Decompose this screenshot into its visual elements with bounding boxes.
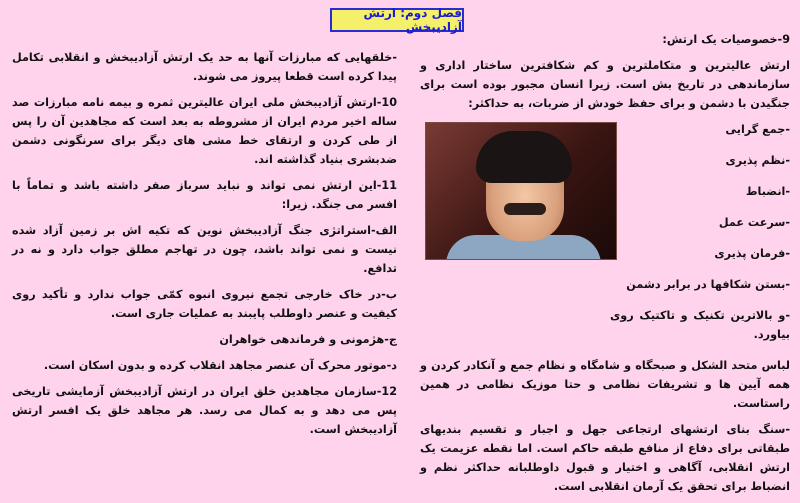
paragraph-dal: د-موتور محرک آن عنصر مجاهد انقلاب کرده و بدون اسکان است. [43, 359, 397, 372]
traits-list [610, 120, 790, 344]
armies-paragraph: -سنگ بنای ارتشهای ارتجاعی جهل و اجبار و تقسیم بندیهای طبقاتی برای دفاع از منافع طبقه حاکم است. اما نقطه عزیمت یک ارتش انقلابی، آگاهی و اختیار و قبول داوطلبانه حداکثر نظم و انضباط برای تحقق یک آرمان انقلابی است. [420, 423, 790, 493]
chapter-title-box [330, 8, 464, 32]
photo-hair [476, 131, 572, 183]
list-item: -انضباط [745, 185, 790, 198]
list-item: -جمع گرایی [725, 123, 790, 136]
right-column [420, 30, 790, 503]
intro-paragraph: ارتش عالیترین و متکاملترین و کم شکافترین ساختار اداری و سازماندهی در تاریخ بش است. زیرا انسان مجبور بوده است برای جنگیدن با دشمن و برای حفظ خودش از ضربات، به حداکثر: [420, 59, 790, 110]
chapter-title: فصل دوم: ارتش آزادیبخش [363, 6, 462, 34]
photo-moustache [504, 203, 546, 215]
paragraph-jim: ج-هژمونی و فرماندهی خواهران [219, 333, 397, 346]
list-item: -بستن شکافها در برابر دشمن [626, 278, 790, 291]
uniform-paragraph: لباس متحد الشکل و صبحگاه و شامگاه و نظام جمع و آنکادر کردن و همه آیین ها و تشریفات نظامی و حتا موزیک نظامی در همین راستاست. [420, 359, 790, 410]
list-item: -فرمان پذیری [714, 247, 790, 260]
portrait-photo [425, 122, 617, 260]
list-item: -سرعت عمل [718, 216, 790, 229]
paragraph-alef: الف-استراتژی جنگ آزادیبخش نوین که تکیه اش بر زمین آزاد شده نیست و نمی تواند باشد، چون در تهاجم مطلق جواب دارد و نه در تدافع. [12, 224, 397, 275]
paragraph-11: 11-این ارتش نمی تواند و نباید سرباز صفر داشته باشد و تماماً با افسر می جنگد. زیرا: [12, 179, 397, 211]
list-item: -نظم پذیری [725, 154, 790, 167]
list-item: -و بالاترین تکنیک و تاکتیک روی بیاورد. [610, 309, 790, 341]
paragraph-12: 12-سازمان مجاهدین خلق ایران در ارتش آزادیبخش آزمایشی تاریخی پس می دهد و به کمال می رسد. هر مجاهد خلق یک افسر ارتش آزادیبخش است. [12, 385, 397, 436]
left-column [12, 48, 397, 446]
paragraph-be: ب-در خاک خارجی تجمع نیروی انبوه کمّی جواب ندارد و تأکید روی کیفیت و عنصر داوطلب پایبند به عملیات جاری است. [12, 288, 397, 320]
paragraph-peoples: -خلقهایی که مبارزات آنها به حد یک ارتش آزادیبخش و انقلابی تکامل پیدا کرده است قطعا پیروز می شوند. [12, 51, 397, 83]
paragraph-10: 10-ارتش آزادیبخش ملی ایران عالیترین ثمره و بیمه نامه مبارزات صد ساله اخیر مردم ایران از مشروطه به بعد است که مجاهدین آن را پس از طی کردن و ارتقای خط مشی های دیگر برای سرنگونی دشمن ضدبشری بنیاد گذاشته اند. [12, 96, 397, 166]
section-heading: 9-خصوصیات یک ارتش: [662, 33, 790, 46]
